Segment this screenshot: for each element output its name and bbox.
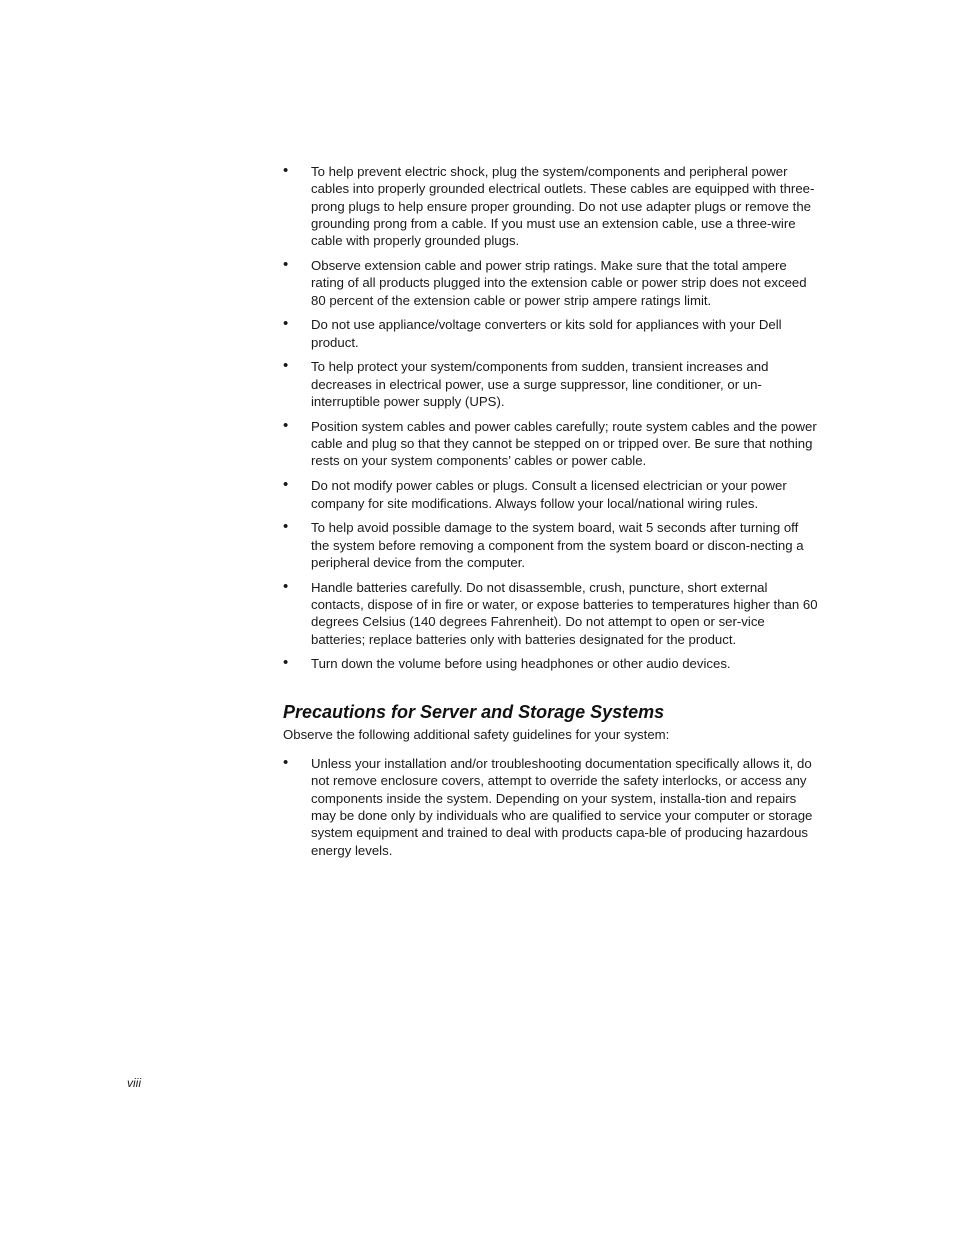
bullet-icon: • <box>283 162 289 179</box>
list-item <box>283 477 818 512</box>
list-item-text: Do not modify power cables or plugs. Consult a licensed electrician or your power company for site modifications. Always follow your local/national wiring rules. <box>311 478 787 511</box>
list-item <box>283 655 818 672</box>
list-item-text: Unless your installation and/or troubleshooting documentation specifically allows it, do not remove enclosure covers, attempt to override the safety interlocks, or access any components inside the system. Depending on your system, installa-tion and repairs may be done only by individuals who are qualified to service your computer or storage system equipment and trained to deal with products capa-ble of producing hazardous energy levels. <box>311 756 813 858</box>
list-item-text: Position system cables and power cables carefully; route system cables and the power cable and plug so that they cannot be stepped on or tripped over. Be sure that nothing rests on your system components’ cables or power cable. <box>311 418 817 469</box>
list-item <box>283 755 818 859</box>
bullet-icon: • <box>283 518 289 536</box>
bullet-icon: • <box>283 357 289 375</box>
list-item-text: Observe extension cable and power strip ratings. Make sure that the total ampere rating of all products plugged into the extension cable or power strip does not exceed 80 percent of the extension cable or power strip ampere ratings limit. <box>311 257 807 308</box>
bullet-icon: • <box>283 315 289 333</box>
bullet-icon: • <box>283 654 289 672</box>
list-item <box>283 418 818 470</box>
list-item <box>283 579 818 648</box>
page-number: viii <box>127 1076 141 1090</box>
list-item-text: Handle batteries carefully. Do not disassemble, crush, puncture, short external contacts, dispose of in fire or water, or expose batteries to temperatures higher than 60 degrees Celsius (140 degrees Fahrenheit). Do not attempt to open or ser-vice batteries; replace batteries only with batteries designated for the product. <box>311 579 818 647</box>
list-item-text: To help prevent electric shock, plug the system/components and peripheral power cables into properly grounded electrical outlets. These cables are equipped with three-prong plugs to help ensure proper grounding. Do not use adapter plugs or remove the grounding prong from a cable. If you must use an extension cable, use a three-wire cable with properly grounded plugs. <box>311 164 815 249</box>
list-item <box>283 316 818 351</box>
list-item <box>283 519 818 571</box>
section-intro: Observe the following additional safety guidelines for your system: <box>283 726 670 742</box>
safety-bullet-list <box>283 163 818 673</box>
bullet-icon: • <box>283 476 289 494</box>
bullet-icon: • <box>283 255 289 273</box>
list-item-text: To help protect your system/components from sudden, transient increases and decreases in electrical power, use a surge suppressor, line conditioner, or un-interruptible power supply (UPS). <box>311 359 769 410</box>
bullet-icon: • <box>283 754 289 772</box>
list-item <box>283 257 818 309</box>
list-item <box>283 163 818 249</box>
text-column <box>283 163 818 866</box>
list-item-text: Turn down the volume before using headphones or other audio devices. <box>311 656 731 672</box>
server-safety-bullet-list <box>283 755 818 859</box>
list-item <box>283 358 818 410</box>
list-item-text: To help avoid possible damage to the system board, wait 5 seconds after turning off the system before removing a component from the system board or discon-necting a peripheral device from the computer. <box>311 520 804 570</box>
list-item-text: Do not use appliance/voltage converters or kits sold for appliances with your Dell product. <box>311 317 782 350</box>
bullet-icon: • <box>283 416 289 434</box>
bullet-icon: • <box>283 577 289 595</box>
section-heading: Precautions for Server and Storage Systems <box>283 701 665 722</box>
